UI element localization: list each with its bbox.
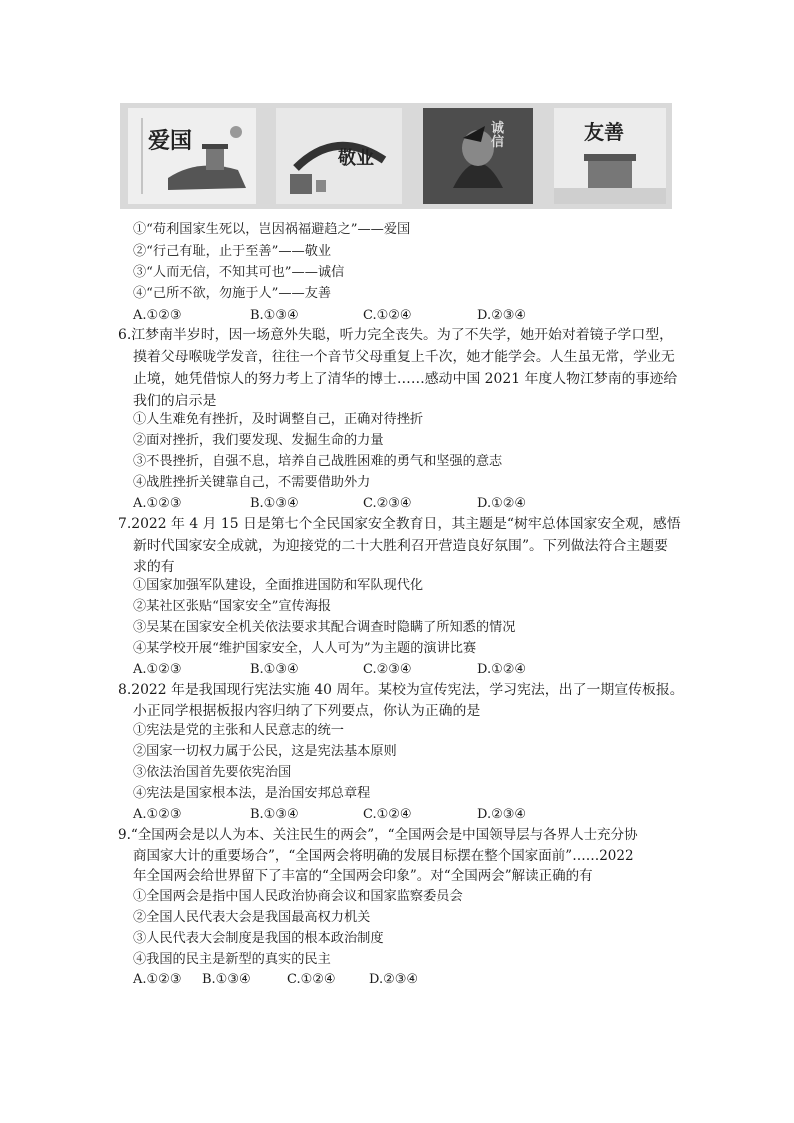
q8-option-a: A.①②③ bbox=[133, 807, 182, 822]
image-panel-dedication bbox=[276, 108, 402, 204]
q8-stem-line-2: 小正同学根据板报内容归纳了下列要点，你认为正确的是 bbox=[133, 703, 481, 719]
q6-option-a: A.①②③ bbox=[133, 496, 182, 511]
q5-item-1: ①“苟利国家生死以，岂因祸福避趋之”——爱国 bbox=[133, 222, 411, 237]
q6-item-4: ④战胜挫折关键靠自己，不需要借助外力 bbox=[133, 475, 371, 490]
q7-stem-line-2: 新时代国家安全成就，为迎接党的二十大胜利召开营造良好氛围”。下列做法符合主题要 bbox=[133, 538, 668, 554]
q8-item-3: ③依法治国首先要依宪治国 bbox=[133, 765, 292, 780]
q6-option-d: D.①②④ bbox=[477, 496, 527, 511]
integrity-illustration bbox=[423, 108, 533, 204]
image-panel-patriotism bbox=[128, 108, 256, 204]
q9-stem-line-2: 商国家大计的重要场合”，“全国两会将明确的发展目标摆在整个国家面前”……2022 bbox=[133, 848, 634, 864]
q9-stem-line-3: 年全国两会给世界留下了丰富的“全国两会印象”。对“全国两会”解读正确的有 bbox=[133, 868, 593, 884]
q7-option-b: B.①③④ bbox=[250, 662, 299, 677]
q5-item-4: ④“己所不欲，勿施于人”——友善 bbox=[133, 286, 332, 301]
q7-item-4: ④某学校开展“维护国家安全，人人可为”为主题的演讲比赛 bbox=[133, 641, 477, 656]
q8-stem-line-1: 8.2022 年是我国现行宪法实施 40 周年。某校为宣传宪法，学习宪法，出了一期宣传板报。 bbox=[118, 682, 684, 698]
q8-option-d: D.②③④ bbox=[477, 807, 527, 822]
q5-option-c: C.①②④ bbox=[363, 308, 412, 323]
q6-item-1: ①人生难免有挫折，及时调整自己，正确对待挫折 bbox=[133, 412, 424, 427]
image-panel-friendliness bbox=[554, 108, 666, 204]
q8-option-b: B.①③④ bbox=[250, 807, 299, 822]
q9-option-d: D.②③④ bbox=[369, 972, 419, 987]
q9-item-3: ③人民代表大会制度是我国的根本政治制度 bbox=[133, 931, 384, 946]
q5-option-d: D.②③④ bbox=[477, 308, 527, 323]
q8-item-4: ④宪法是国家根本法，是治国安邦总章程 bbox=[133, 786, 371, 801]
q7-stem-line-1: 7.2022 年 4 月 15 日是第七个全民国家安全教育日，其主题是“树牢总体国家安全观，感悟 bbox=[118, 516, 681, 532]
q7-option-d: D.①②④ bbox=[477, 662, 527, 677]
panel3-title: 诚信 bbox=[491, 121, 505, 150]
q7-item-1: ①国家加强军队建设，全面推进国防和军队现代化 bbox=[133, 578, 424, 593]
q7-option-c: C.②③④ bbox=[363, 662, 412, 677]
q9-item-1: ①全国两会是指中国人民政治协商会议和国家监察委员会 bbox=[133, 889, 463, 904]
q5-option-b: B.①③④ bbox=[250, 308, 299, 323]
q6-item-2: ②面对挫折，我们要发现、发掘生命的力量 bbox=[133, 433, 384, 448]
q6-stem-line-2: 摸着父母喉咙学发音，往往一个音节父母重复上千次，她才能学会。人生虽无常，学业无 bbox=[133, 349, 675, 365]
panel4-title: 友善 bbox=[584, 120, 624, 144]
q8-item-1: ①宪法是党的主张和人民意志的统一 bbox=[133, 723, 344, 738]
q9-option-a: A.①②③ bbox=[133, 972, 182, 987]
q7-item-2: ②某社区张贴“国家安全”宣传海报 bbox=[133, 599, 332, 614]
image-panel-integrity bbox=[423, 108, 533, 204]
values-image-strip bbox=[120, 103, 672, 209]
q6-option-c: C.②③④ bbox=[363, 496, 412, 511]
q6-stem-line-1: 6.江梦南半岁时，因一场意外失聪，听力完全丧失。为了不失学，她开始对着镜子学口型， bbox=[118, 327, 673, 343]
q6-option-b: B.①③④ bbox=[250, 496, 299, 511]
q7-option-a: A.①②③ bbox=[133, 662, 182, 677]
q6-stem-line-3: 止境，她凭借惊人的努力考上了清华的博士……感动中国 2021 年度人物江梦南的事迹给 bbox=[133, 371, 678, 387]
q6-stem-line-4: 我们的启示是 bbox=[133, 393, 217, 409]
q9-stem-line-1: 9.“全国两会是以人为本、关注民生的两会”，“全国两会是中国领导层与各界人士充分协 bbox=[118, 827, 638, 843]
q7-item-3: ③吴某在国家安全机关依法要求其配合调查时隐瞒了所知悉的情况 bbox=[133, 620, 516, 635]
q5-option-a: A.①②③ bbox=[133, 308, 182, 323]
q5-item-3: ③“人而无信，不知其可也”——诚信 bbox=[133, 265, 345, 280]
panel1-title: 爱国 bbox=[148, 128, 193, 154]
q9-option-b: B.①③④ bbox=[202, 972, 251, 987]
patriotism-illustration bbox=[128, 108, 256, 204]
q9-item-2: ②全国人民代表大会是我国最高权力机关 bbox=[133, 910, 371, 925]
panel2-title: 敬业 bbox=[338, 148, 374, 169]
q9-item-4: ④我国的民主是新型的真实的民主 bbox=[133, 952, 331, 967]
q7-stem-line-3: 求的有 bbox=[133, 559, 175, 575]
q5-item-2: ②“行己有耻，止于至善”——敬业 bbox=[133, 244, 332, 259]
q6-item-3: ③不畏挫折，自强不息，培养自己战胜困难的勇气和坚强的意志 bbox=[133, 454, 503, 469]
q8-item-2: ②国家一切权力属于公民，这是宪法基本原则 bbox=[133, 744, 397, 759]
q8-option-c: C.①②④ bbox=[363, 807, 412, 822]
q9-option-c: C.①②④ bbox=[287, 972, 336, 987]
